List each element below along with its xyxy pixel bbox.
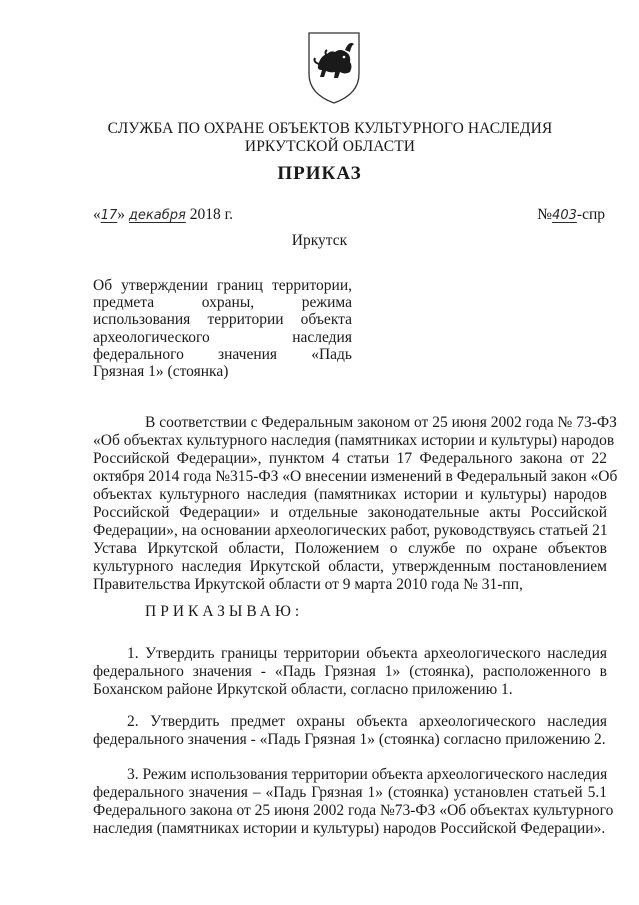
preamble-line: культурного наследия Иркутской области, утвержденным постановлением [93, 558, 607, 575]
order-item-line: федерального значения - «Падь Грязная 1» (стоянка), расположенного в [93, 663, 607, 680]
preamble-line: В соответствии с Федеральным законом от 25 июня 2002 года № 73-ФЗ [145, 414, 617, 431]
preamble-line: Российской Федерации», пунктом 4 статьи 17 Федерального закона от 22 [93, 450, 607, 467]
order-item-1 [93, 645, 607, 699]
order-item-line: Боханском районе Иркутской области, согласно приложению 1. [93, 681, 513, 698]
agency-name-line1: СЛУЖБА ПО ОХРАНЕ ОБЪЕКТОВ КУЛЬТУРНОГО НАСЛЕДИЯ [107, 120, 553, 137]
preamble-line: октября 2014 года №315-ФЗ «О внесении изменений в Федеральный закон «Об [93, 468, 618, 485]
order-item-line: 3. Режим использования территории объекта археологического наследия [127, 766, 608, 783]
date-day-handwritten: 17 [100, 208, 118, 223]
subject-line: археологического наследия [93, 328, 352, 346]
order-item-line: наследия (памятниках истории и культуры) народов Российской Федерации». [93, 820, 606, 837]
number-handwritten: 403 [552, 208, 577, 223]
preamble-line: Российской Федерации» и отдельные законодательные акты Российской [93, 504, 607, 521]
orders-heading: ПРИКАЗЫВАЮ: [145, 603, 304, 620]
order-item-line: федерального значения – «Падь Грязная 1» (стоянка) установлен статьей 5.1 [93, 784, 607, 801]
document-date [93, 206, 233, 224]
order-item-line: федерального значения - «Падь Грязная 1» (стоянка) согласно приложению 2. [93, 731, 606, 748]
subject-line: использования территории объекта [93, 311, 352, 329]
order-item-3 [93, 766, 614, 838]
subject-line: Об утверждении границ территории, [93, 277, 352, 294]
date-close-quote: » [117, 206, 126, 223]
subject-line: Грязная 1» (стоянка) [93, 363, 229, 381]
subject-line: предмета охраны, режима [93, 294, 352, 312]
order-item-line: 2. Утвердить предмет охраны объекта археологического наследия [127, 713, 607, 730]
date-open-quote: « [93, 206, 101, 223]
preamble-paragraph [93, 414, 618, 594]
preamble-line: «Об объектах культурного наследия (памятниках истории и культуры) народов [93, 432, 615, 449]
preamble-line: Федерации», на основании археологических работ, руководствуясь статьей 21 [93, 522, 608, 539]
number-prefix: № [537, 206, 553, 223]
order-item-2 [93, 713, 607, 749]
order-item-line: 1. Утвердить границы территории объекта археологического наследия [127, 645, 607, 662]
preamble-line: Устава Иркутской области, Положением о службе по охране объектов [93, 540, 607, 557]
document-type-title: ПРИКАЗ [277, 163, 362, 184]
date-year: 2018 г. [189, 206, 234, 223]
document-subject [93, 277, 352, 380]
date-month-handwritten: декабря [128, 208, 186, 223]
document-number [537, 206, 605, 224]
preamble-line: объектах культурного наследия (памятниках истории и культуры) народов [93, 486, 607, 503]
subject-line: федерального значения «Падь [93, 345, 352, 363]
document-city: Иркутск [291, 232, 348, 249]
order-item-line: Федерального закона от 25 июня 2002 года №73-ФЗ «Об объектах культурного [93, 802, 614, 819]
irkutsk-coat-of-arms-icon [305, 30, 363, 106]
agency-name-line2: ИРКУТСКОЙ ОБЛАСТИ [244, 138, 416, 155]
preamble-line: Правительства Иркутской области от 9 марта 2010 года № 31-пп, [93, 576, 523, 593]
number-suffix: -спр [576, 206, 605, 223]
